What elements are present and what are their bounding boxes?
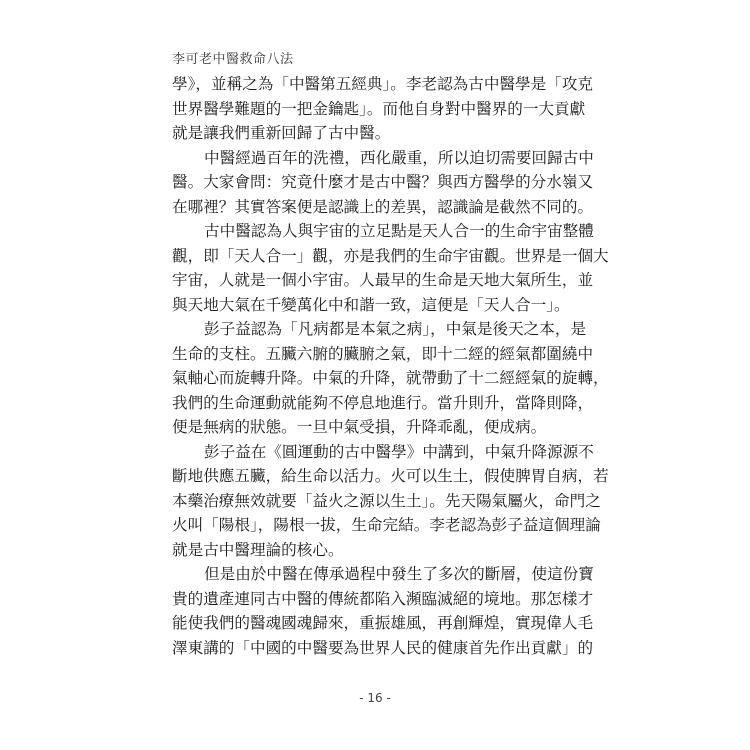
text-line: 火叫「陽根」，陽根一拔，生命完結。李老認為彭子益這個理論 [172,516,601,534]
running-head-title: 李可老中醫救命八法 [172,52,294,67]
text-line: 就是讓我們重新回歸了古中醫。 [172,124,391,142]
text-line: 生命的支柱。五臟六腑的臟腑之氣，即十二經的經氣都圍繞中 [172,344,594,363]
text-line: 中醫經過百年的洗禮，西化嚴重，所以迫切需要回歸古中 [204,148,594,167]
text-line: 與天地大氣在千變萬化中和諧一致，這便是「天人合一」。 [172,295,570,314]
text-line: 世界醫學難題的一把金鑰匙」。而他自身對中醫界的一大貢獻 [172,99,586,118]
text-line: 醫。大家會問：究竟什麼才是古中醫？與西方醫學的分水嶺又 [172,173,594,191]
text-line: 能使我們的醫魂國魂歸來，重振雄風，再創輝煌，實現偉人毛 [172,614,594,632]
body-text [172,72,609,660]
text-line: 我們的生命運動就能夠不停息地進行。當升則升，當降則降， [172,393,594,412]
text-line: 在哪裡？其實答案便是認識上的差異，認識論是截然不同的。 [172,197,594,216]
text-line: 學》，並稱之為「中醫第五經典」。李老認為古中醫學是「攻克 [172,75,594,93]
page-number: - 16 - [359,691,391,705]
text-line: 氣軸心而旋轉升降。中氣的升降，就帶動了十二經經氣的旋轉， [172,369,609,387]
text-line: 彭子益認為「凡病都是本氣之病」，中氣是後天之本，是 [204,320,587,338]
text-line: 古中醫認為人與宇宙的立足點是天人合一的生命宇宙整體 [204,222,594,240]
text-line: 斷地供應五臟，給生命以活力。火可以生土，假使脾胃自病，若 [172,467,609,485]
text-line: 宇宙，人就是一個小宇宙。人最早的生命是天地大氣所生，並 [172,271,594,289]
text-line: 澤東講的「中國的中醫要為世界人民的健康首先作出貢獻」的 [172,638,594,657]
text-line: 就是古中醫理論的核心。 [172,540,344,559]
text-line: 本藥治療無效就要「益火之源以生土」。先天陽氣屬火，命門之 [172,491,601,510]
text-line: 貴的遺產連同古中醫的傳統都陷入瀕臨滅絕的境地。那怎樣才 [172,589,594,608]
text-line: 便是無病的狀態。一旦中氣受損，升降乖亂，便成病。 [172,418,547,436]
text-line: 觀，即「天人合一」觀，亦是我們的生命宇宙觀。世界是一個大 [172,246,609,265]
text-line: 但是由於中醫在傳承過程中發生了多次的斷層，使這份寶 [204,565,594,583]
text-line: 彭子益在《圓運動的古中醫學》中講到，中氣升降源源不 [204,442,594,461]
